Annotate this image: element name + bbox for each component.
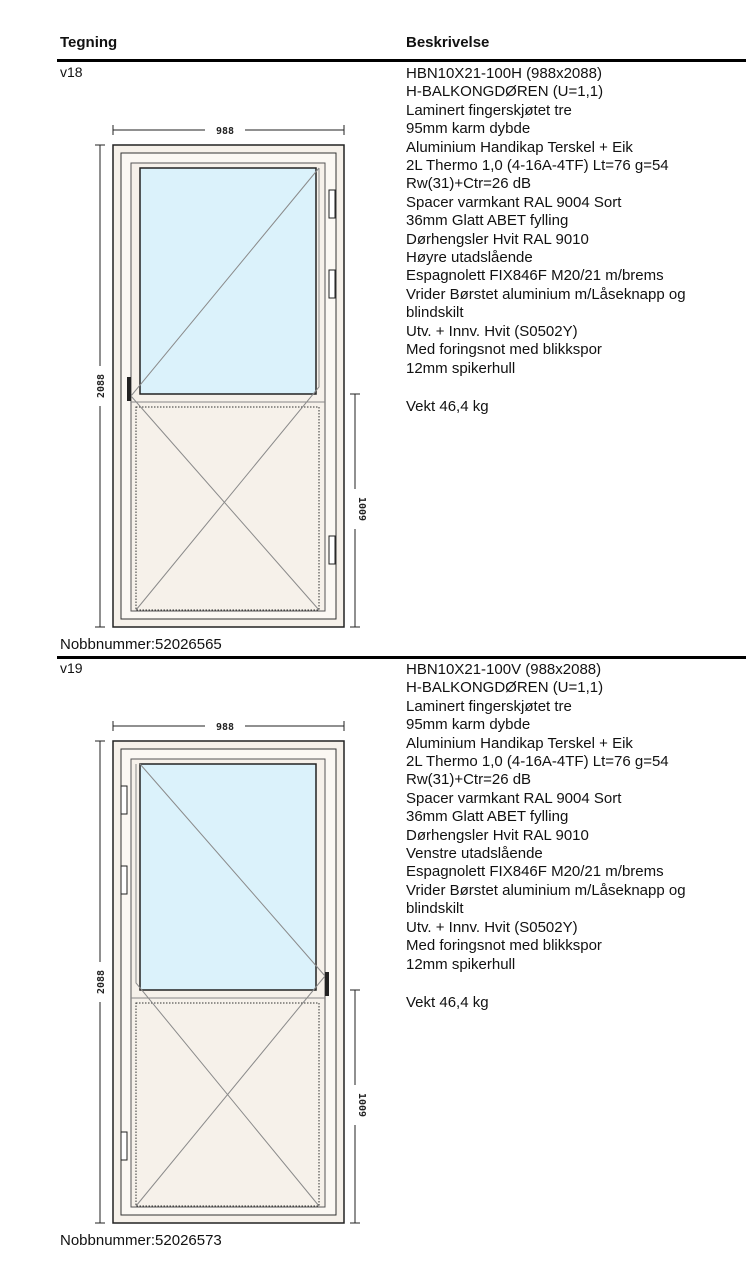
desc-line: blindskilt [406,900,464,918]
desc-line: HBN10X21-100V (988x2088) [406,661,602,678]
desc-line: Dørhengsler Hvit RAL 9010 [406,826,589,844]
column-header-drawing: Tegning [60,34,118,51]
desc-line: Utv. + Innv. Hvit (S0502Y) [406,918,578,936]
desc-line: 12mm spikerhull [406,359,516,377]
header-rule [57,59,746,62]
desc-line: 36mm Glatt ABET fylling [406,212,569,230]
desc-line: H-BALKONGDØREN (U=1,1) [406,679,604,697]
lower-dimension: 1009 [356,496,367,522]
desc-line: blindskilt [406,304,464,322]
width-dimension: 988 [215,126,235,137]
product-row-v19 [0,660,746,1280]
desc-line: Vrider Børstet aluminium m/Låseknapp og [406,881,686,899]
door-drawing-right-hinged [0,64,400,634]
description-list [406,661,741,1012]
desc-line: HBN10X21-100H (988x2088) [406,65,602,82]
desc-line: 95mm karm dybde [406,716,531,734]
desc-line: Med foringsnot med blikkspor [406,937,602,955]
desc-line: Venstre utadslående [406,845,543,863]
lower-dimension: 1009 [356,1092,367,1118]
desc-line: Aluminium Handikap Terskel + Eik [406,734,633,752]
desc-line: Spacer varmkant RAL 9004 Sort [406,193,622,211]
desc-line: Dørhengsler Hvit RAL 9010 [406,230,589,248]
product-row-v18 [0,64,746,658]
door-drawing-left-hinged [0,660,400,1230]
desc-line: 95mm karm dybde [406,120,531,138]
table-header [0,0,746,62]
desc-line: Spacer varmkant RAL 9004 Sort [406,789,622,807]
desc-line: Utv. + Innv. Hvit (S0502Y) [406,322,578,340]
desc-line: Laminert fingerskjøtet tre [406,101,572,119]
desc-line: Espagnolett FIX846F M20/21 m/brems [406,267,664,285]
desc-line: Rw(31)+Ctr=26 dB [406,175,532,193]
desc-line: Med foringsnot med blikkspor [406,341,602,359]
height-dimension: 2088 [96,969,107,995]
nobb-number: Nobbnummer:52026573 [60,1232,222,1249]
desc-line: Laminert fingerskjøtet tre [406,697,572,715]
desc-line: Vrider Børstet aluminium m/Låseknapp og [406,285,686,303]
desc-line: Espagnolett FIX846F M20/21 m/brems [406,863,664,881]
variant-label: v18 [60,64,83,80]
desc-line: Høyre utadslående [406,249,533,267]
desc-line: Aluminium Handikap Terskel + Eik [406,138,633,156]
desc-line: H-BALKONGDØREN (U=1,1) [406,83,604,101]
desc-line: 12mm spikerhull [406,955,516,973]
variant-label: v19 [60,660,83,676]
desc-line: 2L Thermo 1,0 (4-16A-4TF) Lt=76 g=54 [406,753,669,771]
weight: Vekt 46,4 kg [406,397,489,415]
column-header-description: Beskrivelse [406,34,490,51]
weight: Vekt 46,4 kg [406,993,489,1011]
height-dimension: 2088 [96,373,107,399]
description-list [406,65,741,416]
nobb-number: Nobbnummer:52026565 [60,636,222,653]
desc-line: 36mm Glatt ABET fylling [406,808,569,826]
desc-line: Rw(31)+Ctr=26 dB [406,771,532,789]
section-rule [57,656,746,659]
width-dimension: 988 [215,722,235,733]
desc-line: 2L Thermo 1,0 (4-16A-4TF) Lt=76 g=54 [406,157,669,175]
